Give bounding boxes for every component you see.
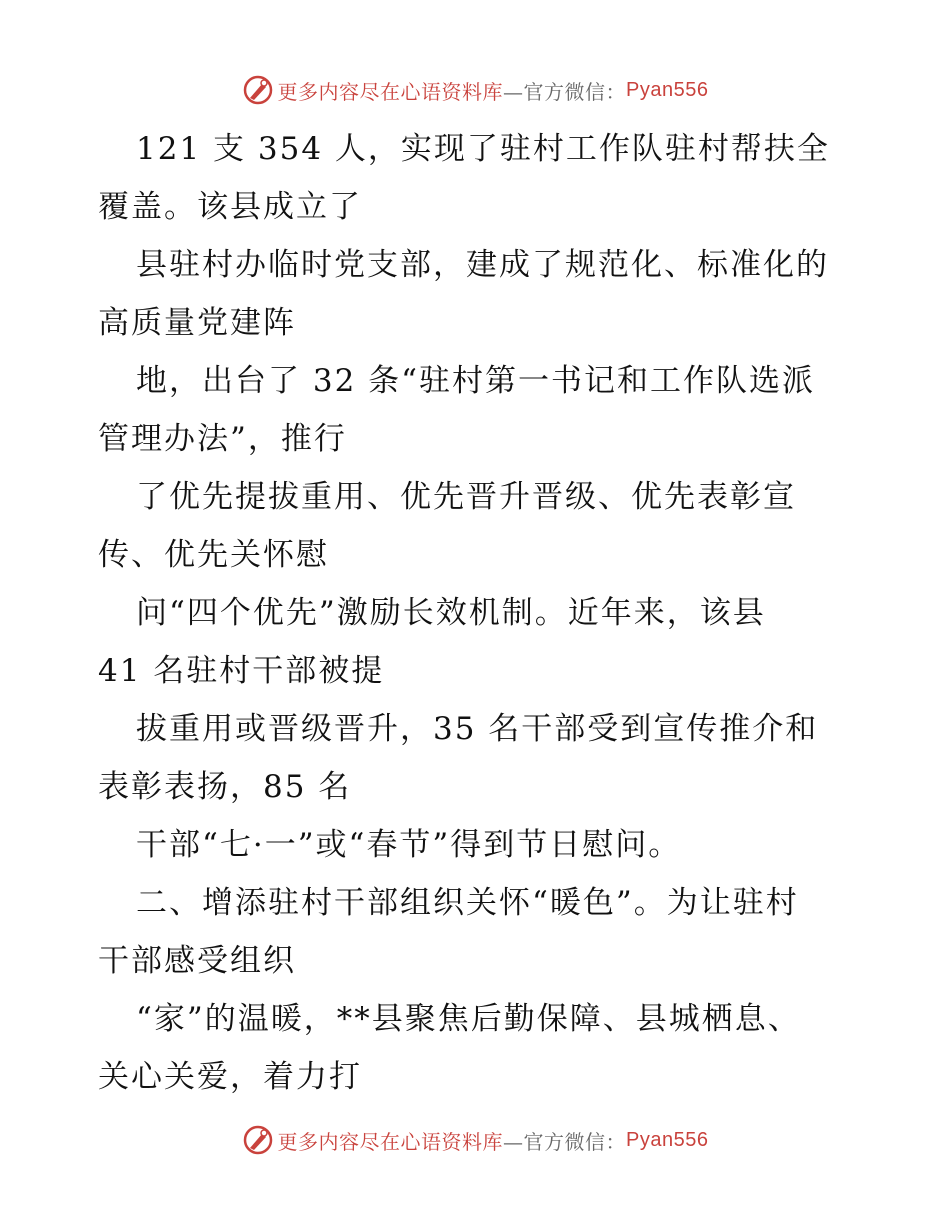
banner-wechat-id: Pyan556 [626, 1128, 709, 1151]
body-line: 问“四个优先”激励长效机制。近年来，该县 [136, 595, 766, 631]
body-line: 121 支 354 人，实现了驻村工作队驻村帮扶全 [136, 131, 830, 167]
pen-circle-logo-icon [242, 1124, 274, 1156]
body-line: 覆盖。该县成立了 [98, 189, 362, 225]
banner-official-label: —官方微信： [503, 1129, 627, 1154]
body-line: 干部感受组织 [98, 943, 296, 979]
body-line: 地，出台了 32 条“驻村第一书记和工作队选派 [136, 363, 816, 399]
body-line: 高质量党建阵 [98, 305, 296, 341]
body-line: “家”的温暖，**县聚焦后勤保障、县城栖息、 [136, 1001, 801, 1037]
body-line: 关心关爱，着力打 [98, 1059, 362, 1095]
body-line: 拔重用或晋级晋升，35 名干部受到宣传推介和 [136, 711, 819, 747]
banner-brand-text: 更多内容尽在心语资料库 [277, 79, 504, 104]
body-line: 干部“七·一”或“春节”得到节日慰问。 [136, 827, 682, 863]
body-line: 表彰表扬，85 名 [98, 769, 352, 805]
body-line: 传、优先关怀慰 [98, 537, 329, 573]
document-body [98, 120, 868, 1106]
header-watermark-banner [0, 70, 950, 110]
pen-circle-logo-icon [242, 74, 274, 106]
footer-watermark-banner [0, 1120, 950, 1160]
body-line: 了优先提拔重用、优先晋升晋级、优先表彰宣 [136, 479, 796, 515]
body-line: 二、增添驻村干部组织关怀“暖色”。为让驻村 [136, 885, 799, 921]
body-line: 县驻村办临时党支部，建成了规范化、标准化的 [136, 247, 829, 283]
body-line: 41 名驻村干部被提 [98, 653, 385, 689]
banner-brand-text: 更多内容尽在心语资料库 [277, 1129, 504, 1154]
banner-official-label: —官方微信： [503, 79, 627, 104]
banner-wechat-id: Pyan556 [626, 78, 709, 101]
body-line: 管理办法”，推行 [98, 421, 347, 457]
